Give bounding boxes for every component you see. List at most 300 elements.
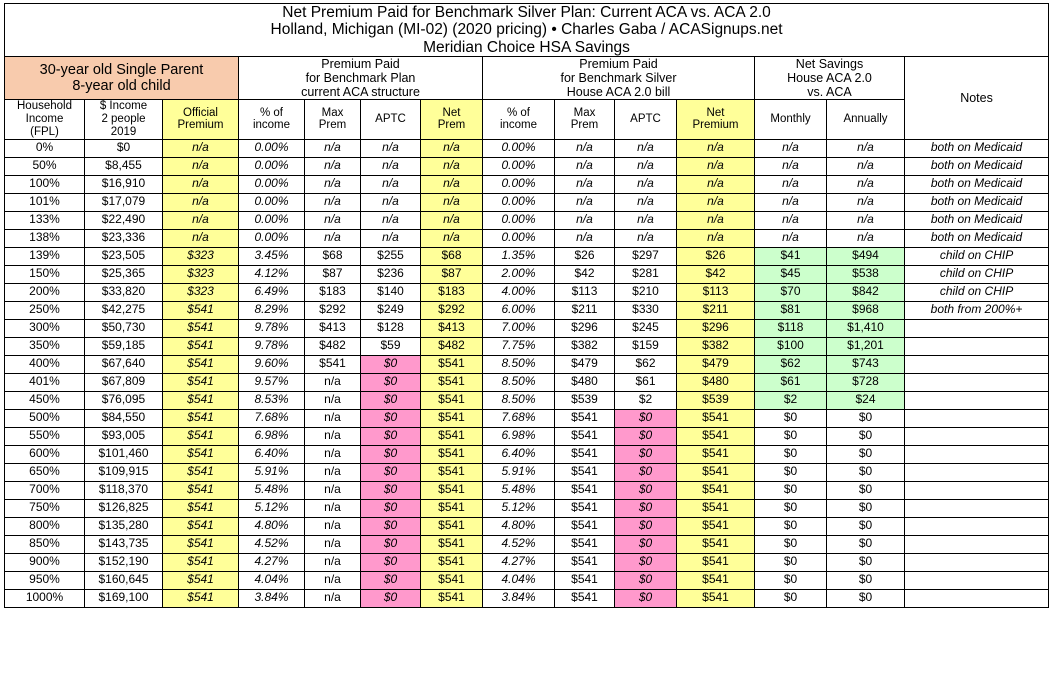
cell-net_b: $541 bbox=[677, 535, 755, 553]
cell-net_a: n/a bbox=[421, 175, 483, 193]
cell-aptc_b: $0 bbox=[615, 427, 677, 445]
cell-annually: $728 bbox=[827, 373, 905, 391]
table-body bbox=[5, 139, 1049, 607]
cell-max_a: n/a bbox=[305, 445, 361, 463]
cell-income: $160,645 bbox=[85, 571, 163, 589]
cell-pct_b: 7.00% bbox=[483, 319, 555, 337]
cell-annually: n/a bbox=[827, 211, 905, 229]
cell-fpl: 300% bbox=[5, 319, 85, 337]
table-row bbox=[5, 301, 1049, 319]
cell-aptc_b: n/a bbox=[615, 157, 677, 175]
cell-net_b: n/a bbox=[677, 229, 755, 247]
cell-aptc_a: n/a bbox=[361, 193, 421, 211]
col-net-prem-current: Net Prem bbox=[421, 100, 483, 140]
cell-pct_a: 4.80% bbox=[239, 517, 305, 535]
cell-pct_b: 4.80% bbox=[483, 517, 555, 535]
cell-max_a: $183 bbox=[305, 283, 361, 301]
cell-net_a: n/a bbox=[421, 229, 483, 247]
cell-monthly: $0 bbox=[755, 409, 827, 427]
cell-max_b: $541 bbox=[555, 481, 615, 499]
cell-official: $541 bbox=[163, 445, 239, 463]
cell-net_b: $541 bbox=[677, 427, 755, 445]
cell-max_b: n/a bbox=[555, 211, 615, 229]
cell-net_a: $541 bbox=[421, 517, 483, 535]
cell-notes: both from 200%+ bbox=[905, 301, 1049, 319]
cell-income: $169,100 bbox=[85, 589, 163, 607]
cell-official: n/a bbox=[163, 211, 239, 229]
cell-annually: $743 bbox=[827, 355, 905, 373]
cell-net_a: $541 bbox=[421, 409, 483, 427]
cell-pct_a: 7.68% bbox=[239, 409, 305, 427]
profile-header bbox=[5, 57, 239, 100]
cell-monthly: $70 bbox=[755, 283, 827, 301]
cell-net_b: $480 bbox=[677, 373, 755, 391]
cell-net_a: $541 bbox=[421, 535, 483, 553]
table-row bbox=[5, 337, 1049, 355]
cell-pct_b: 0.00% bbox=[483, 211, 555, 229]
cell-official: $541 bbox=[163, 589, 239, 607]
cell-notes: both on Medicaid bbox=[905, 175, 1049, 193]
group-aca-20: Premium Paid for Benchmark Silver House ACA 2.0 bill bbox=[483, 57, 755, 100]
cell-monthly: $0 bbox=[755, 463, 827, 481]
cell-aptc_a: $0 bbox=[361, 427, 421, 445]
cell-monthly: $61 bbox=[755, 373, 827, 391]
cell-income: $67,640 bbox=[85, 355, 163, 373]
cell-max_a: n/a bbox=[305, 193, 361, 211]
cell-aptc_b: n/a bbox=[615, 175, 677, 193]
cell-net_b: $541 bbox=[677, 445, 755, 463]
cell-pct_a: 0.00% bbox=[239, 139, 305, 157]
cell-fpl: 350% bbox=[5, 337, 85, 355]
cell-net_a: $541 bbox=[421, 445, 483, 463]
cell-net_a: $541 bbox=[421, 553, 483, 571]
cell-aptc_a: $0 bbox=[361, 589, 421, 607]
cell-net_b: $42 bbox=[677, 265, 755, 283]
cell-max_b: n/a bbox=[555, 139, 615, 157]
cell-max_b: $541 bbox=[555, 589, 615, 607]
cell-aptc_b: n/a bbox=[615, 139, 677, 157]
chart-title bbox=[5, 4, 1049, 57]
cell-notes bbox=[905, 463, 1049, 481]
cell-max_a: n/a bbox=[305, 481, 361, 499]
table-row bbox=[5, 139, 1049, 157]
cell-net_a: $482 bbox=[421, 337, 483, 355]
cell-official: $323 bbox=[163, 247, 239, 265]
cell-monthly: $0 bbox=[755, 517, 827, 535]
cell-pct_b: 0.00% bbox=[483, 229, 555, 247]
cell-fpl: 100% bbox=[5, 175, 85, 193]
cell-max_b: $541 bbox=[555, 535, 615, 553]
cell-fpl: 450% bbox=[5, 391, 85, 409]
cell-official: $541 bbox=[163, 337, 239, 355]
cell-monthly: $0 bbox=[755, 571, 827, 589]
cell-notes: both on Medicaid bbox=[905, 157, 1049, 175]
cell-income: $84,550 bbox=[85, 409, 163, 427]
cell-pct_a: 4.52% bbox=[239, 535, 305, 553]
cell-net_b: $541 bbox=[677, 499, 755, 517]
group-current-aca: Premium Paid for Benchmark Plan current ACA structure bbox=[239, 57, 483, 100]
cell-net_a: $68 bbox=[421, 247, 483, 265]
cell-max_a: n/a bbox=[305, 229, 361, 247]
cell-pct_a: 9.57% bbox=[239, 373, 305, 391]
cell-aptc_b: $0 bbox=[615, 535, 677, 553]
cell-notes bbox=[905, 391, 1049, 409]
cell-max_a: n/a bbox=[305, 139, 361, 157]
cell-max_b: $42 bbox=[555, 265, 615, 283]
cell-max_b: $541 bbox=[555, 463, 615, 481]
cell-fpl: 250% bbox=[5, 301, 85, 319]
title-line-2: Holland, Michigan (MI-02) (2020 pricing) • Charles Gaba / ACASignups.net bbox=[270, 21, 783, 39]
cell-official: $323 bbox=[163, 283, 239, 301]
cell-pct_a: 5.91% bbox=[239, 463, 305, 481]
cell-fpl: 800% bbox=[5, 517, 85, 535]
cell-fpl: 138% bbox=[5, 229, 85, 247]
cell-pct_a: 0.00% bbox=[239, 157, 305, 175]
cell-official: $541 bbox=[163, 355, 239, 373]
cell-aptc_b: $0 bbox=[615, 589, 677, 607]
title-line-3: Meridian Choice HSA Savings bbox=[423, 38, 630, 56]
cell-income: $22,490 bbox=[85, 211, 163, 229]
cell-max_a: n/a bbox=[305, 157, 361, 175]
cell-annually: $0 bbox=[827, 481, 905, 499]
cell-aptc_b: $0 bbox=[615, 571, 677, 589]
cell-pct_a: 4.27% bbox=[239, 553, 305, 571]
cell-notes: both on Medicaid bbox=[905, 211, 1049, 229]
column-header-row bbox=[5, 100, 1049, 140]
cell-net_b: $211 bbox=[677, 301, 755, 319]
cell-aptc_a: $0 bbox=[361, 553, 421, 571]
cell-aptc_a: $255 bbox=[361, 247, 421, 265]
cell-aptc_a: $0 bbox=[361, 499, 421, 517]
cell-max_a: n/a bbox=[305, 535, 361, 553]
cell-income: $33,820 bbox=[85, 283, 163, 301]
cell-monthly: n/a bbox=[755, 211, 827, 229]
cell-pct_b: 5.48% bbox=[483, 481, 555, 499]
cell-income: $23,505 bbox=[85, 247, 163, 265]
cell-max_b: $541 bbox=[555, 427, 615, 445]
cell-monthly: $0 bbox=[755, 481, 827, 499]
cell-annually: $0 bbox=[827, 445, 905, 463]
cell-aptc_a: $0 bbox=[361, 463, 421, 481]
cell-max_a: $292 bbox=[305, 301, 361, 319]
cell-annually: $0 bbox=[827, 409, 905, 427]
cell-aptc_b: $0 bbox=[615, 409, 677, 427]
cell-aptc_b: $0 bbox=[615, 463, 677, 481]
cell-net_a: n/a bbox=[421, 211, 483, 229]
col-max-prem-aca20: Max Prem bbox=[555, 100, 615, 140]
cell-fpl: 500% bbox=[5, 409, 85, 427]
cell-official: $541 bbox=[163, 571, 239, 589]
group-notes: Notes bbox=[905, 57, 1049, 140]
cell-aptc_a: $0 bbox=[361, 373, 421, 391]
cell-monthly: $118 bbox=[755, 319, 827, 337]
cell-fpl: 400% bbox=[5, 355, 85, 373]
cell-aptc_a: $59 bbox=[361, 337, 421, 355]
cell-aptc_a: $0 bbox=[361, 355, 421, 373]
cell-max_a: $87 bbox=[305, 265, 361, 283]
cell-monthly: $62 bbox=[755, 355, 827, 373]
cell-pct_a: 4.12% bbox=[239, 265, 305, 283]
cell-net_a: $541 bbox=[421, 355, 483, 373]
cell-annually: $842 bbox=[827, 283, 905, 301]
cell-income: $0 bbox=[85, 139, 163, 157]
cell-max_a: n/a bbox=[305, 589, 361, 607]
cell-pct_a: 0.00% bbox=[239, 211, 305, 229]
cell-annually: $538 bbox=[827, 265, 905, 283]
cell-max_a: n/a bbox=[305, 463, 361, 481]
cell-pct_b: 2.00% bbox=[483, 265, 555, 283]
cell-pct_a: 3.45% bbox=[239, 247, 305, 265]
cell-pct_a: 3.84% bbox=[239, 589, 305, 607]
cell-max_a: n/a bbox=[305, 409, 361, 427]
cell-notes bbox=[905, 337, 1049, 355]
cell-net_a: $541 bbox=[421, 571, 483, 589]
cell-net_b: $541 bbox=[677, 517, 755, 535]
cell-pct_a: 8.29% bbox=[239, 301, 305, 319]
cell-annually: $0 bbox=[827, 535, 905, 553]
cell-aptc_a: $128 bbox=[361, 319, 421, 337]
cell-aptc_b: $330 bbox=[615, 301, 677, 319]
cell-official: $541 bbox=[163, 301, 239, 319]
table-row bbox=[5, 247, 1049, 265]
table-row bbox=[5, 355, 1049, 373]
cell-official: n/a bbox=[163, 157, 239, 175]
cell-max_b: $541 bbox=[555, 571, 615, 589]
cell-net_b: $539 bbox=[677, 391, 755, 409]
col-pct-income-current: % of income bbox=[239, 100, 305, 140]
cell-annually: $1,201 bbox=[827, 337, 905, 355]
cell-net_b: n/a bbox=[677, 139, 755, 157]
cell-pct_a: 6.98% bbox=[239, 427, 305, 445]
profile-line-1: 30-year old Single Parent bbox=[39, 61, 204, 78]
cell-pct_a: 0.00% bbox=[239, 193, 305, 211]
table-row bbox=[5, 391, 1049, 409]
cell-income: $143,735 bbox=[85, 535, 163, 553]
cell-net_b: $26 bbox=[677, 247, 755, 265]
cell-pct_b: 8.50% bbox=[483, 391, 555, 409]
table-row bbox=[5, 319, 1049, 337]
cell-pct_a: 9.78% bbox=[239, 319, 305, 337]
group-header-row bbox=[5, 57, 1049, 100]
cell-monthly: $0 bbox=[755, 499, 827, 517]
cell-max_b: $479 bbox=[555, 355, 615, 373]
cell-monthly: $0 bbox=[755, 535, 827, 553]
cell-net_b: n/a bbox=[677, 193, 755, 211]
cell-aptc_a: $0 bbox=[361, 409, 421, 427]
cell-annually: n/a bbox=[827, 175, 905, 193]
cell-monthly: $41 bbox=[755, 247, 827, 265]
cell-fpl: 600% bbox=[5, 445, 85, 463]
cell-aptc_b: $62 bbox=[615, 355, 677, 373]
cell-notes bbox=[905, 499, 1049, 517]
cell-fpl: 133% bbox=[5, 211, 85, 229]
cell-income: $152,190 bbox=[85, 553, 163, 571]
cell-official: $541 bbox=[163, 427, 239, 445]
cell-fpl: 0% bbox=[5, 139, 85, 157]
cell-net_b: $541 bbox=[677, 571, 755, 589]
cell-fpl: 950% bbox=[5, 571, 85, 589]
cell-income: $118,370 bbox=[85, 481, 163, 499]
cell-official: $541 bbox=[163, 463, 239, 481]
cell-net_b: $541 bbox=[677, 553, 755, 571]
cell-income: $76,095 bbox=[85, 391, 163, 409]
cell-aptc_a: $249 bbox=[361, 301, 421, 319]
cell-max_a: n/a bbox=[305, 175, 361, 193]
cell-pct_b: 4.00% bbox=[483, 283, 555, 301]
cell-aptc_a: $0 bbox=[361, 391, 421, 409]
cell-official: $541 bbox=[163, 409, 239, 427]
cell-monthly: $100 bbox=[755, 337, 827, 355]
cell-monthly: $0 bbox=[755, 553, 827, 571]
cell-max_a: $413 bbox=[305, 319, 361, 337]
table-row bbox=[5, 463, 1049, 481]
cell-annually: $24 bbox=[827, 391, 905, 409]
cell-monthly: n/a bbox=[755, 229, 827, 247]
cell-max_a: n/a bbox=[305, 517, 361, 535]
cell-max_a: $482 bbox=[305, 337, 361, 355]
cell-aptc_a: n/a bbox=[361, 139, 421, 157]
cell-pct_a: 4.04% bbox=[239, 571, 305, 589]
cell-aptc_b: n/a bbox=[615, 211, 677, 229]
cell-aptc_a: n/a bbox=[361, 229, 421, 247]
cell-official: n/a bbox=[163, 139, 239, 157]
title-line-1: Net Premium Paid for Benchmark Silver Plan: Current ACA vs. ACA 2.0 bbox=[282, 4, 771, 21]
cell-income: $101,460 bbox=[85, 445, 163, 463]
cell-pct_a: 8.53% bbox=[239, 391, 305, 409]
cell-aptc_a: n/a bbox=[361, 175, 421, 193]
cell-fpl: 750% bbox=[5, 499, 85, 517]
cell-official: n/a bbox=[163, 175, 239, 193]
cell-official: n/a bbox=[163, 229, 239, 247]
cell-net_a: $413 bbox=[421, 319, 483, 337]
cell-aptc_a: $236 bbox=[361, 265, 421, 283]
cell-max_a: $68 bbox=[305, 247, 361, 265]
table-row bbox=[5, 589, 1049, 607]
cell-net_a: $541 bbox=[421, 427, 483, 445]
cell-fpl: 850% bbox=[5, 535, 85, 553]
cell-aptc_b: $0 bbox=[615, 517, 677, 535]
cell-income: $135,280 bbox=[85, 517, 163, 535]
cell-annually: n/a bbox=[827, 157, 905, 175]
cell-annually: $494 bbox=[827, 247, 905, 265]
cell-annually: $0 bbox=[827, 589, 905, 607]
cell-monthly: n/a bbox=[755, 157, 827, 175]
cell-net_b: n/a bbox=[677, 211, 755, 229]
cell-aptc_a: $0 bbox=[361, 445, 421, 463]
cell-official: $541 bbox=[163, 499, 239, 517]
cell-max_b: n/a bbox=[555, 193, 615, 211]
cell-aptc_b: n/a bbox=[615, 229, 677, 247]
profile-line-2: 8-year old child bbox=[72, 78, 171, 95]
cell-fpl: 401% bbox=[5, 373, 85, 391]
table-row bbox=[5, 175, 1049, 193]
cell-monthly: $45 bbox=[755, 265, 827, 283]
cell-net_a: $541 bbox=[421, 481, 483, 499]
cell-official: $541 bbox=[163, 517, 239, 535]
cell-pct_b: 4.52% bbox=[483, 535, 555, 553]
group-net-savings: Net Savings House ACA 2.0 vs. ACA bbox=[755, 57, 905, 100]
cell-max_b: $296 bbox=[555, 319, 615, 337]
cell-notes bbox=[905, 571, 1049, 589]
cell-max_b: $539 bbox=[555, 391, 615, 409]
cell-annually: n/a bbox=[827, 229, 905, 247]
cell-net_b: n/a bbox=[677, 157, 755, 175]
cell-notes: child on CHIP bbox=[905, 283, 1049, 301]
table-row bbox=[5, 499, 1049, 517]
cell-aptc_b: $281 bbox=[615, 265, 677, 283]
cell-net_b: $382 bbox=[677, 337, 755, 355]
cell-pct_b: 6.00% bbox=[483, 301, 555, 319]
cell-max_b: $113 bbox=[555, 283, 615, 301]
cell-aptc_b: $245 bbox=[615, 319, 677, 337]
cell-net_a: $87 bbox=[421, 265, 483, 283]
cell-aptc_a: n/a bbox=[361, 211, 421, 229]
cell-net_b: $541 bbox=[677, 463, 755, 481]
table-row bbox=[5, 481, 1049, 499]
table-row bbox=[5, 427, 1049, 445]
cell-notes bbox=[905, 589, 1049, 607]
cell-notes bbox=[905, 373, 1049, 391]
cell-net_a: n/a bbox=[421, 157, 483, 175]
table-row bbox=[5, 445, 1049, 463]
cell-notes bbox=[905, 517, 1049, 535]
cell-income: $50,730 bbox=[85, 319, 163, 337]
col-net-prem-aca20: Net Premium bbox=[677, 100, 755, 140]
cell-max_a: n/a bbox=[305, 571, 361, 589]
cell-net_a: $541 bbox=[421, 499, 483, 517]
table-row bbox=[5, 283, 1049, 301]
col-fpl: Household Income (FPL) bbox=[5, 100, 85, 140]
cell-net_a: $541 bbox=[421, 373, 483, 391]
col-pct-income-aca20: % of income bbox=[483, 100, 555, 140]
cell-pct_b: 0.00% bbox=[483, 175, 555, 193]
table-row bbox=[5, 517, 1049, 535]
cell-fpl: 150% bbox=[5, 265, 85, 283]
cell-aptc_a: n/a bbox=[361, 157, 421, 175]
table-row bbox=[5, 157, 1049, 175]
cell-max_b: n/a bbox=[555, 229, 615, 247]
cell-net_b: $113 bbox=[677, 283, 755, 301]
cell-fpl: 139% bbox=[5, 247, 85, 265]
cell-max_b: $26 bbox=[555, 247, 615, 265]
cell-max_b: $382 bbox=[555, 337, 615, 355]
cell-income: $42,275 bbox=[85, 301, 163, 319]
cell-notes: child on CHIP bbox=[905, 247, 1049, 265]
cell-notes: both on Medicaid bbox=[905, 193, 1049, 211]
cell-pct_b: 5.12% bbox=[483, 499, 555, 517]
cell-official: $323 bbox=[163, 265, 239, 283]
cell-notes bbox=[905, 427, 1049, 445]
cell-pct_b: 0.00% bbox=[483, 193, 555, 211]
title-row bbox=[5, 4, 1049, 57]
cell-pct_a: 5.12% bbox=[239, 499, 305, 517]
cell-pct_b: 0.00% bbox=[483, 139, 555, 157]
cell-pct_b: 6.40% bbox=[483, 445, 555, 463]
cell-monthly: n/a bbox=[755, 175, 827, 193]
table-row bbox=[5, 211, 1049, 229]
cell-fpl: 50% bbox=[5, 157, 85, 175]
cell-fpl: 200% bbox=[5, 283, 85, 301]
cell-pct_a: 6.40% bbox=[239, 445, 305, 463]
cell-fpl: 550% bbox=[5, 427, 85, 445]
cell-notes: both on Medicaid bbox=[905, 229, 1049, 247]
cell-max_b: $480 bbox=[555, 373, 615, 391]
cell-annually: $968 bbox=[827, 301, 905, 319]
cell-monthly: $81 bbox=[755, 301, 827, 319]
cell-income: $67,809 bbox=[85, 373, 163, 391]
cell-pct_b: 7.75% bbox=[483, 337, 555, 355]
cell-monthly: n/a bbox=[755, 193, 827, 211]
